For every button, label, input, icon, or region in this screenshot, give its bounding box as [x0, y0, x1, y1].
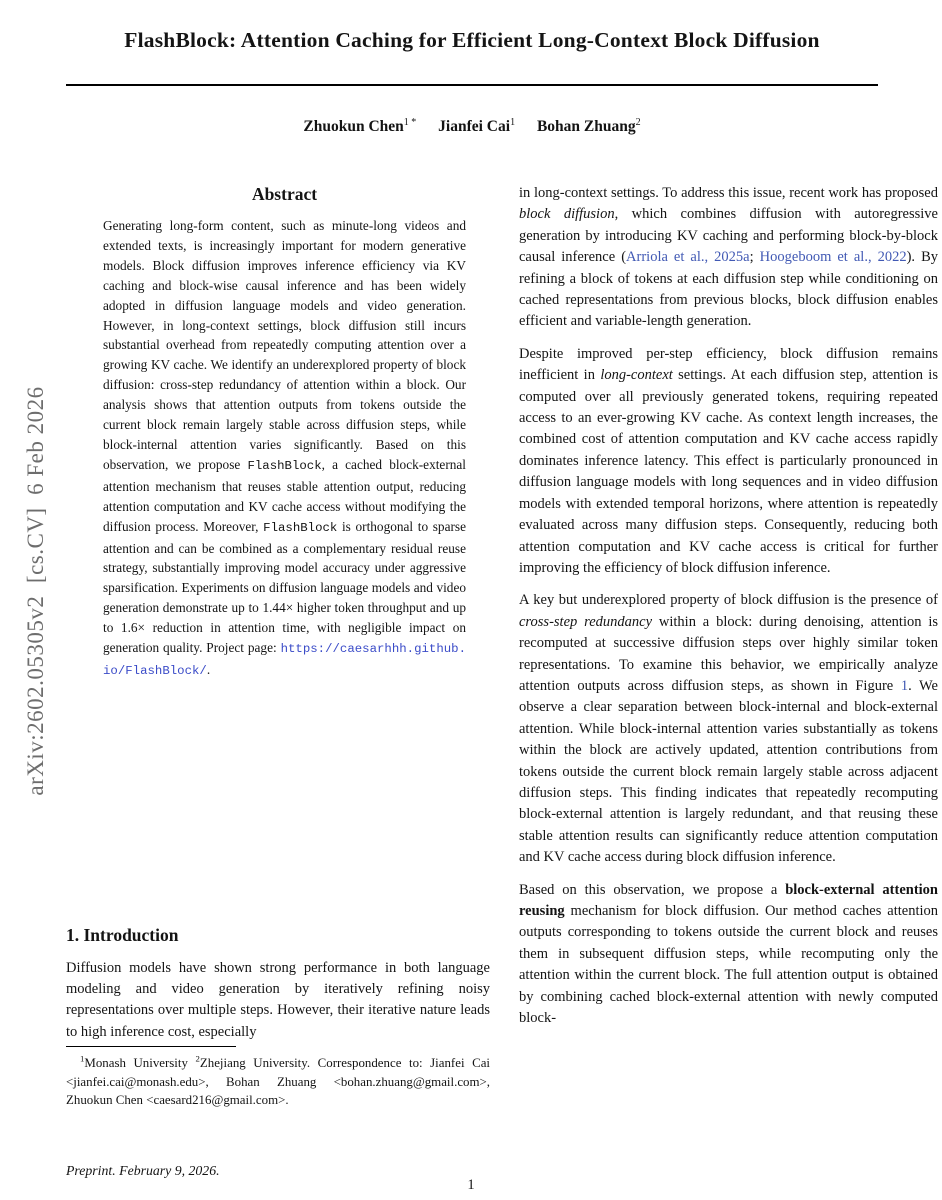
author: [438, 118, 515, 135]
text-segment: Diffusion models have shown strong performance in both language modeling and video generation by iteratively refining noisy representations over multiple steps. However, their iterative nature leads to high inference cost, especially: [66, 960, 490, 1040]
text-segment: block diffusion: [519, 206, 615, 223]
text-segment: long-context: [600, 367, 673, 384]
author-affiliation-sup: 2: [635, 117, 641, 128]
text-segment: ). By refining a block of tokens at each diffusion step while conditioning on cached representations from previous blocks, block diffusion enables efficient and variable-length generation.: [519, 249, 938, 330]
text-segment: mechanism for block diffusion. Our method caches attention outputs corresponding to tokens outside the current block and reuses them in subsequent diffusion steps, while recomputing only the attention within the current block. The full attention output is obtained by combining cached block-external attention with newly computed block-: [519, 903, 938, 1027]
footnote-block: [66, 1046, 490, 1110]
text-segment: . We observe a clear separation between block-internal and block-external attention. While block-internal attention varies substantially as tokens within the block are actively updated, attention contributions from tokens outside the current block remain largely stable across adjacent diffusion steps. This finding indicates that repeatedly recomputing block-external attention is largely redundant, and that reusing these stable attention results can significantly reduce attention computation and KV cache access during block diffusion inference.: [519, 677, 938, 866]
citation-link[interactable]: 1: [900, 677, 909, 694]
author-name: Zhuokun Chen: [303, 118, 404, 136]
text-segment: cross-step redundancy: [519, 613, 653, 630]
author-affiliation-sup: 1 *: [403, 117, 417, 128]
right-column: [519, 183, 938, 1143]
section-heading-introduction: 1. Introduction: [66, 925, 179, 945]
text-segment: 1: [80, 1053, 85, 1064]
paper-title: FlashBlock: Attention Caching for Efficient Long-Context Block Diffusion: [124, 28, 820, 52]
author-affiliation-sup: 1: [510, 117, 516, 128]
text-segment: A key but underexplored property of block diffusion is the presence of: [519, 592, 938, 609]
text-segment: in long-context settings. To address this issue, recent work has proposed: [519, 185, 938, 201]
text-segment: .: [206, 661, 211, 677]
text-segment: 2: [195, 1053, 200, 1064]
intro-paragraph: [66, 958, 490, 1043]
author-name: Jianfei Cai: [438, 118, 511, 136]
footnote-text: [66, 1054, 490, 1110]
text-segment: FlashBlock: [247, 458, 322, 473]
body-paragraph: [519, 880, 938, 1030]
abstract-text: [103, 216, 466, 682]
text-segment: , which combines diffusion with autoregressive generation by introducing KV caching and performing block-by-block causal inference (: [519, 206, 938, 266]
body-paragraph: [519, 183, 938, 333]
author: [303, 118, 416, 135]
footnote-rule: [66, 1046, 236, 1047]
text-segment: Zhejiang University. Correspondence to: Jianfei Cai <jianfei.cai@monash.edu>, Bohan Zhuang <bohan.zhuang@gmail.com>, Zhuokun Chen <caesard216@gmail.com>.: [66, 1056, 490, 1108]
author-line: [66, 117, 878, 136]
title-rule: [66, 84, 878, 86]
page-number: 1: [467, 1177, 475, 1193]
text-segment: within a block: during denoising, attention is recomputed at successive diffusion steps over highly similar token representations. To examine this behavior, we empirically analyze attention outputs across diffusion steps, as shown in Figure: [519, 613, 938, 694]
abstract-section: [66, 184, 490, 918]
text-segment: Despite improved per-step efficiency, block diffusion remains inefficient in: [519, 345, 938, 384]
citation-link[interactable]: Hoogeboom et al., 2022: [759, 249, 907, 266]
author-name: Bohan Zhuang: [536, 118, 636, 136]
text-segment: ;: [749, 249, 760, 266]
introduction-section: [66, 925, 490, 1046]
arxiv-watermark: arXiv:2602.05305v2 [cs.CV] 6 Feb 2026: [23, 386, 48, 796]
text-segment: is orthogonal to sparse attention and can be combined as a complementary residual reuse strategy, substantially improving model accuracy under aggressive sparsification. Experiments on diffusion language models and video generation demonstrate up to 1.44× higher token throughput and up to 1.6× reduction in attention time, with negligible impact on generation quality. Project page:: [103, 518, 466, 656]
text-segment: FlashBlock: [263, 520, 338, 535]
body-paragraph: [519, 590, 938, 868]
hyperlink[interactable]: https://caesarhhh.github.io/FlashBlock/: [103, 642, 466, 678]
text-segment: Based on this observation, we propose a: [519, 881, 786, 898]
text-segment: Monash University: [84, 1056, 196, 1070]
author: [537, 118, 641, 135]
citation-link[interactable]: Arriola et al., 2025a: [626, 249, 750, 266]
text-segment: , a cached block-external attention mechanism that reuses stable attention output, reducing attention computation and KV cache access without modifying the diffusion process. Moreover,: [103, 456, 466, 534]
abstract-heading: Abstract: [251, 184, 318, 204]
text-segment: Generating long-form content, such as minute-long videos and extended texts, is increasingly important for modern generative models. Block diffusion improves inference efficiency via KV caching and block-wise causal inference and has been widely adopted in diffusion language models and video generation. However, in long-context settings, block diffusion still incurs substantial overhead from repeatedly computing attention over a growing KV cache. We identify an underexplored property of block diffusion: cross-step redundancy of attention within a block. Our analysis shows that attention outputs from tokens outside the current block remain largely stable across diffusion steps, while block-internal attention varies significantly. Based on this observation, we propose: [103, 218, 466, 472]
text-segment: settings. At each diffusion step, attention is computed over all previously generated tokens, requiring repeated access to an ever-growing KV cache. As context length increases, the combined cost of attention computation and KV cache access rapidly dominates inference latency. This effect is particularly pronounced in diffusion language models with long sequences and in video diffusion models with extended temporal horizons, where attention is repeatedly evaluated across many diffusion steps. Consequently, reducing both attention computation and KV cache access is critical for further improving the efficiency of block diffusion inference.: [519, 367, 938, 576]
text-segment: block-external attention reusing: [519, 881, 938, 919]
body-paragraph: [519, 344, 938, 579]
preprint-note: Preprint. February 9, 2026.: [66, 1163, 220, 1178]
